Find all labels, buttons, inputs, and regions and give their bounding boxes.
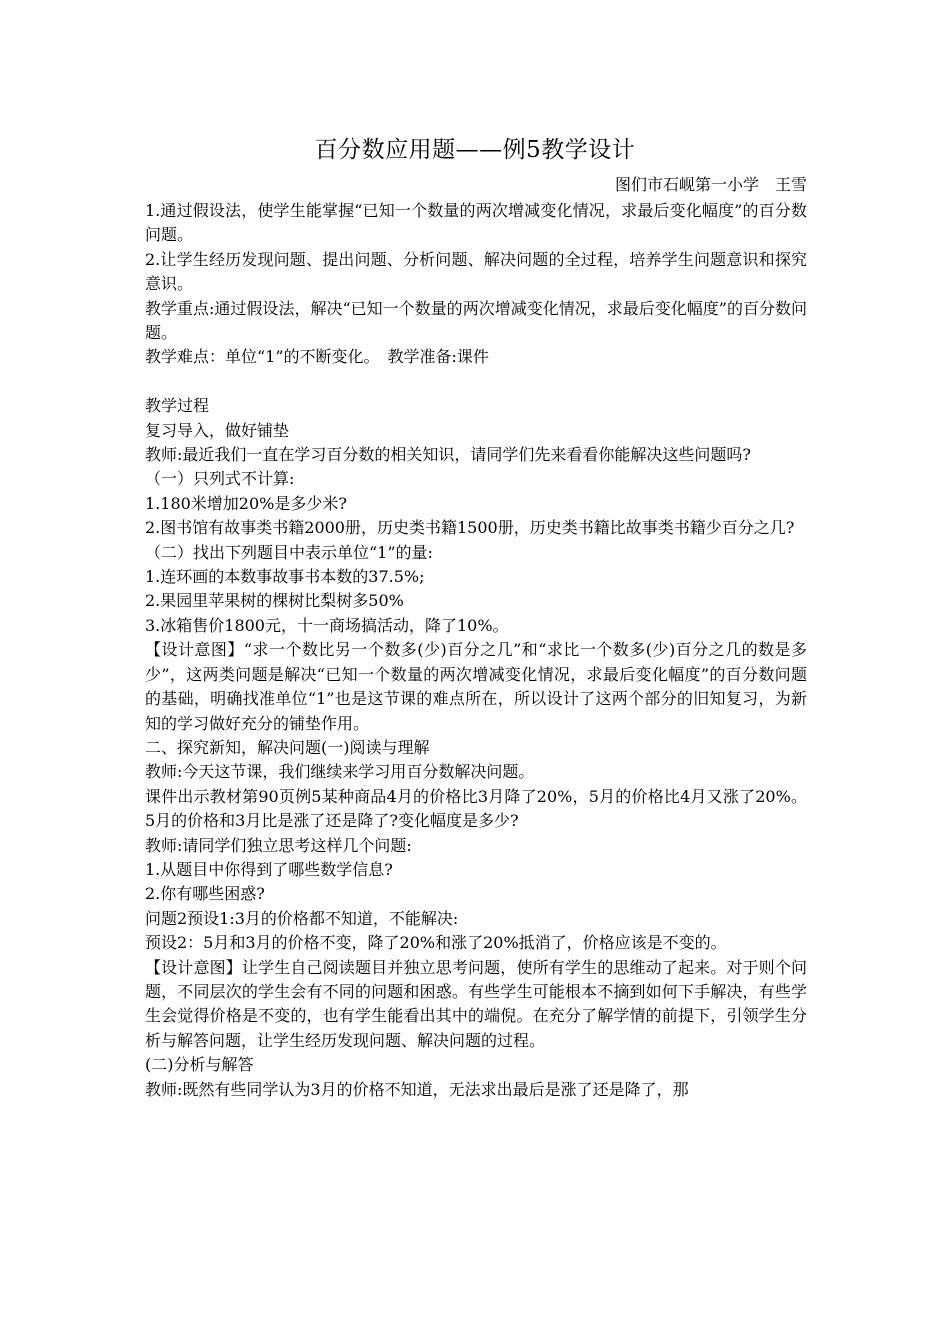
paragraph: （一）只列式不计算: xyxy=(145,469,295,489)
paragraph: 预设2：5月和3月的价格不变，降了20%和涨了20%抵消了，价格应该是不变的。 xyxy=(145,933,727,953)
document-body xyxy=(145,199,807,1102)
paragraph: 2.图书馆有故事类书籍2000册，历史类书籍1500册，历史类书籍比故事类书籍少百分之几? xyxy=(145,518,795,538)
paragraph: 复习导入，做好铺垫 xyxy=(145,420,290,440)
paragraph: 教学过程 xyxy=(145,396,210,416)
paragraph: 【设计意图】让学生自己阅读题目并独立思考问题，使所有学生的思维动了起来。对于则个问题，不同层次的学生会有不同的问题和困惑。有些学生可能根本不摘到如何下手解决，有些学生会觉得价格是不变的，也有学生能看出其中的端倪。在充分了解学情的前提下，引领学生分析与解答问题，让学生经历发现问题、解决问题的过程。 xyxy=(145,957,807,1050)
document-title: 百分数应用题——例5教学设计 xyxy=(314,137,636,163)
paragraph: 1.连环画的本数事故事书本数的37.5%; xyxy=(145,567,425,587)
paragraph: 2.让学生经历发现问题、提出问题、分析问题、解决问题的全过程，培养学生问题意识和探究意识。 xyxy=(145,249,807,294)
paragraph: 【设计意图】“求一个数比另一个数多(少)百分之几”和“求比一个数多(少)百分之几的数是多少”，这两类问题是解决“已知一个数量的两次增减变化情况，求最后变化幅度”的百分数问题的基础，明确找准单位“1”也是这节课的难点所在，所以设计了这两个部分的旧知复习，为新知的学习做好充分的铺垫作用。 xyxy=(145,640,807,733)
paragraph: 2.果园里苹果树的棵树比梨树多50% xyxy=(145,591,404,611)
paragraph: 1.通过假设法，使学生能掌握“已知一个数量的两次增减变化情况，求最后变化幅度”的百分数问题。 xyxy=(145,201,807,245)
paragraph: 1.180米增加20%是多少米? xyxy=(145,493,347,513)
document-author: 图们市石岘第一小学 王雪 xyxy=(614,175,807,194)
paragraph: 课件出示教材第90页例5某种商品4月的价格比3月降了20%，5月的价格比4月又涨了20%。5月的价格和3月比是涨了还是降了?变化幅度是多少? xyxy=(145,786,807,831)
paragraph: 二、探究新知，解决问题(一)阅读与理解 xyxy=(145,737,430,757)
paragraph: 教师:请同学们独立思考这样几个问题: xyxy=(145,835,412,855)
paragraph: 教学重点:通过假设法，解决“已知一个数量的两次增减变化情况，求最后变化幅度”的百分数问题。 xyxy=(145,298,807,343)
blank-line xyxy=(145,370,807,394)
paragraph: 3.冰箱售价1800元，十一商场搞活动，降了10%。 xyxy=(145,615,509,635)
paragraph: 教师:最近我们一直在学习百分数的相关知识，请同学们先来看看你能解决这些问题吗? xyxy=(145,445,751,465)
paragraph: (二)分析与解答 xyxy=(145,1055,254,1075)
paragraph: 问题2预设1:3月的价格都不知道，不能解决: xyxy=(145,908,459,928)
paragraph: 教师:今天这节课，我们继续来学习用百分数解决问题。 xyxy=(145,762,535,782)
paragraph: 2.你有哪些困惑? xyxy=(145,884,265,904)
paragraph: 1.从题目中你得到了哪些数学信息? xyxy=(145,859,393,879)
paragraph: 教师:既然有些同学认为3月的价格不知道，无法求出最后是涨了还是降了，那 xyxy=(145,1079,689,1099)
paragraph: 教学难点：单位“1”的不断变化。 教学准备:课件 xyxy=(145,347,489,367)
paragraph: （二）找出下列题目中表示单位“1”的量: xyxy=(145,542,433,562)
